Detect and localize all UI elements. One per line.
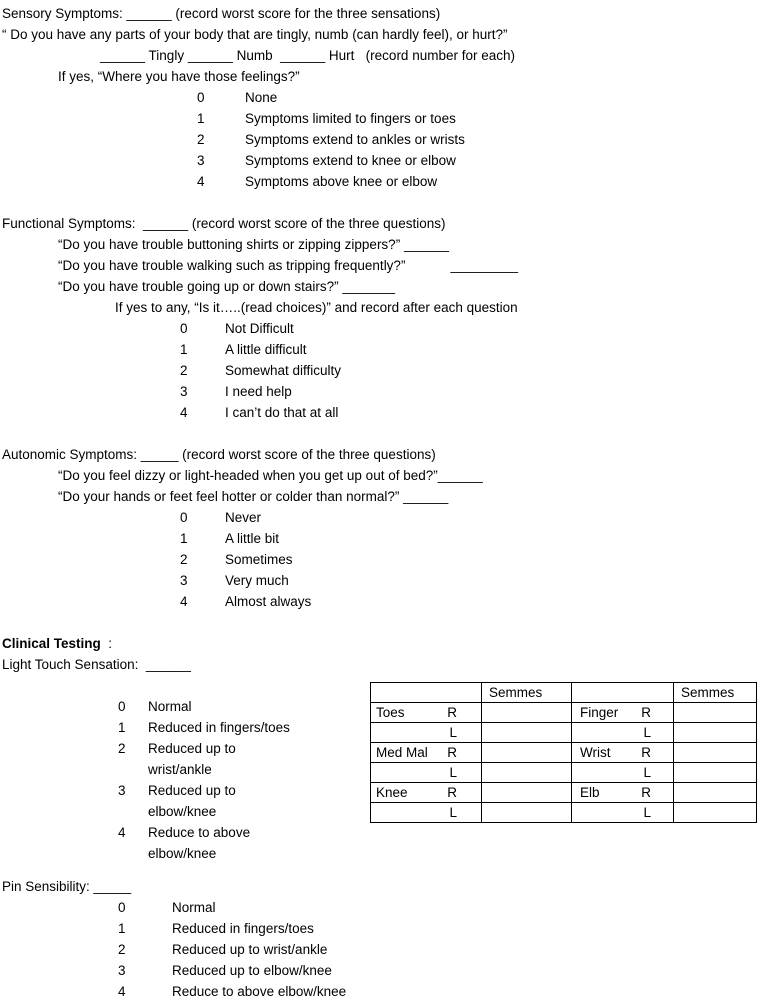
score-cell [482,723,572,743]
sensory-option-row [0,108,765,129]
site-label: Med Mal [376,744,428,760]
score-cell [482,763,572,783]
option-label: None [245,90,278,105]
functional-question: “Do you have trouble buttoning shirts or zipping zippers?” ______ [58,237,449,252]
functional-option-row [0,339,765,360]
option-label: Not Difficult [225,321,294,336]
score-cell [674,743,757,763]
option-label: Reduced up to [148,783,236,798]
pin-option-row [0,897,765,918]
table-row [371,783,757,803]
site-cell [371,743,482,763]
option-label: Reduced in fingers/toes [148,720,290,735]
option-label: Somewhat difficulty [225,363,342,378]
option-number: 1 [118,720,126,735]
sensory-option-row [0,171,765,192]
option-label: Symptoms limited to fingers or toes [245,111,456,126]
option-number: 3 [180,384,188,399]
clinical-testing-title: Clinical Testing [2,636,101,651]
autonomic-question: “Do you feel dizzy or light-headed when you get up out of bed?”______ [58,468,483,483]
option-label: I can’t do that at all [225,405,339,420]
site-cell [572,703,674,723]
table-row [371,703,757,723]
functional-question: “Do you have trouble walking such as tripping frequently?” _________ [58,258,519,273]
sensory-blanks-line: ______ Tingly ______ Numb ______ Hurt (record number for each) [100,48,515,63]
table-row [371,763,757,783]
side-label: L [449,764,457,780]
table-row [371,743,757,763]
score-cell [482,743,572,763]
table-row [371,723,757,743]
site-label: Knee [376,784,408,800]
functional-option-row [0,360,765,381]
option-number: 1 [180,342,188,357]
autonomic-option-row [0,507,765,528]
option-label-continuation: elbow/knee [148,804,217,819]
sensory-option-row [0,129,765,150]
option-number: 4 [118,984,126,999]
sensory-heading: Sensory Symptoms: ______ (record worst score for the three sensations) [2,6,441,21]
option-number: 2 [180,363,188,378]
site-cell [371,723,482,743]
side-label: R [641,744,651,760]
side-label: L [643,724,651,740]
side-label: R [447,784,457,800]
autonomic-option-row [0,570,765,591]
option-number: 0 [118,900,126,915]
side-label: R [447,744,457,760]
functional-if-yes: If yes to any, “Is it…..(read choices)” and record after each question [115,300,518,315]
functional-question: “Do you have trouble going up or down stairs?” _______ [58,279,395,294]
site-cell [572,783,674,803]
score-cell [674,723,757,743]
functional-option-row [0,318,765,339]
score-cell [674,763,757,783]
option-number: 0 [118,699,126,714]
option-label: Never [225,510,262,525]
option-number: 3 [118,783,126,798]
option-label: Reduce to above [148,825,251,840]
site-cell [572,763,674,783]
option-number: 3 [197,153,205,168]
side-label: R [641,784,651,800]
option-number: 2 [118,942,126,957]
option-number: 1 [180,531,188,546]
option-number: 3 [180,573,188,588]
header-empty-cell [572,683,674,703]
sensory-option-row [0,150,765,171]
option-label: Sometimes [225,552,293,567]
semmes-header-label: Semmes [489,684,543,700]
option-number: 2 [180,552,188,567]
table-header-row [371,683,757,703]
score-cell [674,803,757,823]
site-cell [572,803,674,823]
option-number: 1 [197,111,205,126]
autonomic-option-row [0,528,765,549]
pin-sensibility-heading: Pin Sensibility: _____ [2,879,132,894]
site-label: Wrist [580,744,611,760]
option-label: A little bit [225,531,280,546]
site-label: Finger [580,704,619,720]
side-label: R [641,704,651,720]
header-semmes-cell [674,683,757,703]
light-touch-label: Light Touch Sensation: ______ [2,657,191,672]
option-number: 0 [180,321,188,336]
pin-option-row [0,918,765,939]
sensory-option-row [0,87,765,108]
side-label: L [449,724,457,740]
site-cell [371,783,482,803]
pin-option-row [0,981,765,1002]
option-label: Reduce to above elbow/knee [172,984,347,999]
option-label: Symptoms extend to ankles or wrists [245,132,465,147]
option-label: Reduced up to wrist/ankle [172,942,328,957]
score-cell [674,783,757,803]
option-number: 4 [118,825,126,840]
option-number: 0 [180,510,188,525]
option-number: 0 [197,90,205,105]
table-row [371,803,757,823]
site-label: Elb [580,784,600,800]
functional-heading: Functional Symptoms: ______ (record worst score of the three questions) [2,216,446,231]
option-label: Reduced up to [148,741,236,756]
functional-option-row [0,381,765,402]
autonomic-option-row [0,591,765,612]
autonomic-question: “Do your hands or feet feel hotter or colder than normal?” ______ [58,489,449,504]
score-cell [482,783,572,803]
option-number: 3 [118,963,126,978]
option-label-continuation: wrist/ankle [148,762,212,777]
option-label: Reduced in fingers/toes [172,921,314,936]
option-label-continuation: elbow/knee [148,846,217,861]
side-label: L [643,804,651,820]
option-label: I need help [225,384,292,399]
option-label: Reduced up to elbow/knee [172,963,332,978]
semmes-table [370,682,757,823]
semmes-header-label: Semmes [681,684,735,700]
score-cell [674,703,757,723]
autonomic-option-row [0,549,765,570]
pin-option-row [0,960,765,981]
option-number: 1 [118,921,126,936]
side-label: R [447,704,457,720]
sensory-question: “ Do you have any parts of your body that are tingly, numb (can hardly feel), or hurt?” [2,27,508,42]
option-number: 2 [118,741,126,756]
site-label: Toes [376,704,405,720]
side-label: L [643,764,651,780]
option-label: Symptoms above knee or elbow [245,174,438,189]
option-number: 4 [197,174,205,189]
site-cell [371,803,482,823]
header-empty-cell [371,683,482,703]
functional-option-row [0,402,765,423]
sensory-if-yes: If yes, “Where you have those feelings?” [58,69,300,84]
clinical-testing-heading [0,633,765,654]
score-cell [482,703,572,723]
option-label: Symptoms extend to knee or elbow [245,153,456,168]
option-label: Normal [172,900,216,915]
light-touch-option-row [0,822,765,843]
score-cell [482,803,572,823]
side-label: L [449,804,457,820]
pin-option-row [0,939,765,960]
site-cell [371,703,482,723]
option-number: 4 [180,405,188,420]
site-cell [572,723,674,743]
option-number: 4 [180,594,188,609]
option-number: 2 [197,132,205,147]
site-cell [572,743,674,763]
option-label: A little difficult [225,342,307,357]
option-label: Almost always [225,594,312,609]
option-label: Normal [148,699,192,714]
autonomic-heading: Autonomic Symptoms: _____ (record worst score of the three questions) [2,447,436,462]
site-cell [371,763,482,783]
clinical-testing-colon: : [100,636,113,651]
option-label: Very much [225,573,289,588]
header-semmes-cell [482,683,572,703]
